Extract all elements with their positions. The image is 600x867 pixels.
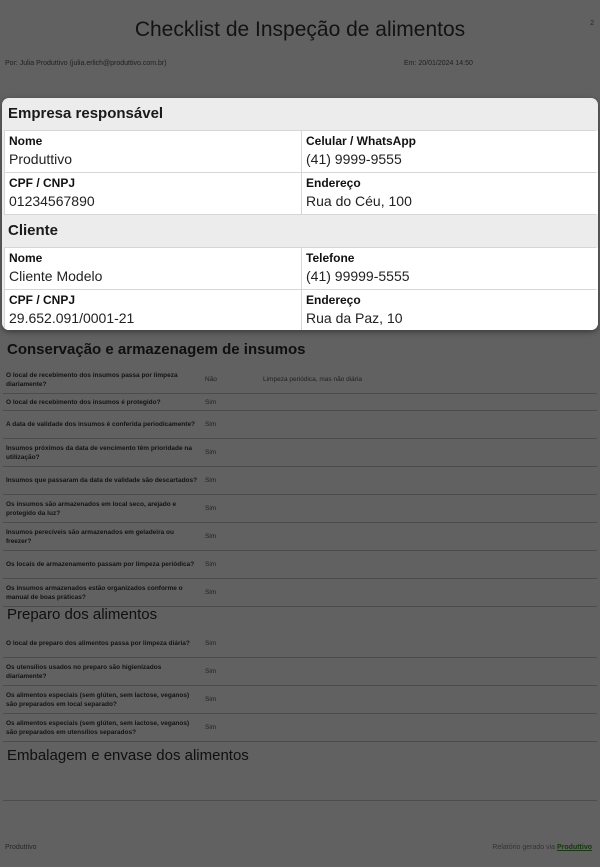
client-grid bbox=[4, 247, 596, 330]
field-value: Rua do Céu, 100 bbox=[306, 193, 412, 209]
field-value: (41) 99999-5555 bbox=[306, 268, 410, 284]
client-doc-cell bbox=[5, 290, 301, 330]
field-label: CPF / CNPJ bbox=[9, 293, 76, 307]
field-label: Endereço bbox=[306, 293, 361, 307]
client-phone-cell bbox=[302, 248, 598, 289]
field-label: Celular / WhatsApp bbox=[306, 134, 417, 148]
company-address-cell bbox=[302, 173, 598, 214]
client-section bbox=[2, 215, 598, 330]
field-label: Telefone bbox=[306, 251, 355, 265]
company-name-cell bbox=[5, 131, 301, 172]
field-value: Cliente Modelo bbox=[9, 268, 103, 284]
company-doc-cell bbox=[5, 173, 301, 214]
company-phone-cell bbox=[302, 131, 598, 172]
company-section bbox=[2, 98, 598, 215]
field-value: Produttivo bbox=[9, 151, 73, 167]
field-label: Nome bbox=[9, 134, 43, 148]
field-label: CPF / CNPJ bbox=[9, 176, 76, 190]
field-value: Rua da Paz, 10 bbox=[306, 310, 403, 326]
client-name-cell bbox=[5, 248, 301, 289]
client-address-cell bbox=[302, 290, 598, 330]
contact-info-popup bbox=[2, 98, 598, 330]
field-value: 29.652.091/0001-21 bbox=[9, 310, 135, 326]
company-grid bbox=[4, 130, 596, 215]
field-label: Nome bbox=[9, 251, 43, 265]
company-heading: Empresa responsável bbox=[8, 105, 164, 122]
field-value: 01234567890 bbox=[9, 193, 95, 209]
client-heading: Cliente bbox=[8, 222, 59, 239]
field-label: Endereço bbox=[306, 176, 361, 190]
field-value: (41) 9999-9555 bbox=[306, 151, 402, 167]
